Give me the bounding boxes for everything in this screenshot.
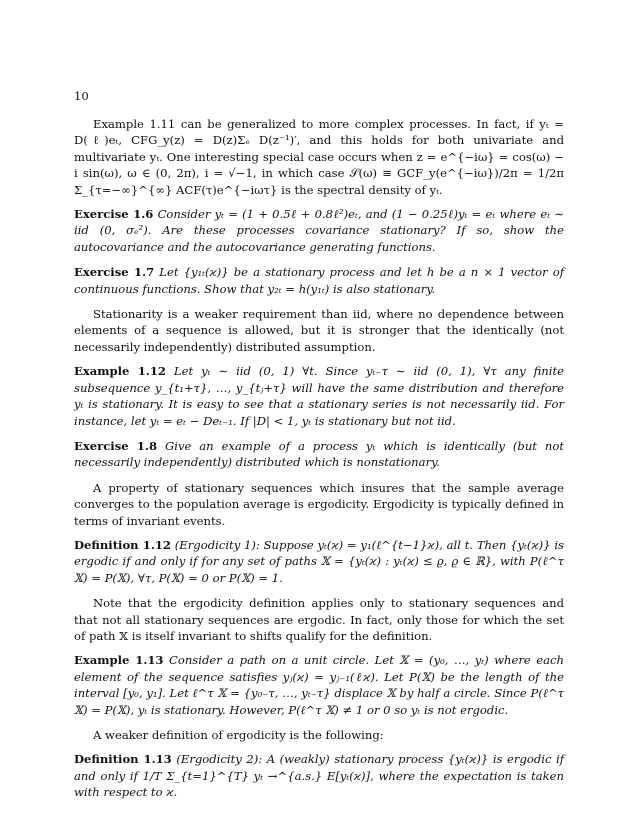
exercise-1-6-label: Exercise 1.6	[74, 207, 154, 222]
definition-1-13-text: (Ergodicity 2): A (weakly) stationary process {yₜ(ϰ)} is ergodic if and only if 1/T Σ_{t=1}^{T} yₜ →^{a.s.} E[yₜ(ϰ)], where the expectation is taken with respect to ϰ.	[74, 752, 565, 800]
paragraph-generalization: Example 1.11 can be generalized to more complex processes. In fact, if yₜ = D(ℓ)eₜ, CFG_y(z) = D(z)Σₑ D(z⁻¹)′, and this holds for both univariate and multivariate yₜ. One interesting special case occurs when z = e^{−iω} = cos(ω) − i sin(ω), ω ∈ (0, 2π), i = √−1, in which case 𝒮(ω) ≡ GCF_y(e^{−iω})/2π = 1/2π Σ_{τ=−∞}^{∞} ACF(τ)e^{−iωτ} is the spectral density of yₜ.	[74, 117, 564, 197]
example-1-12-label: Example 1.12	[74, 364, 166, 379]
exercise-1-7-label: Exercise 1.7	[74, 265, 155, 280]
paragraph-weaker-definition: A weaker definition of ergodicity is the following:	[93, 728, 384, 742]
exercise-1-6-text: Consider yₜ = (1 + 0.5ℓ + 0.8ℓ²)eₜ, and (1 − 0.25ℓ)yₜ = eₜ where eₜ ∼ iid (0, σₑ²). Are these processes covariance stationary? If so, show the autocovariance and the autocovariance generating functions.	[74, 207, 565, 254]
example-1-13-label: Example 1.13	[74, 653, 164, 668]
example-1-13	[74, 652, 564, 718]
paragraph-ergodicity-intro: A property of stationary sequences which insures that the sample average converges to the population average is ergodicity. Ergodicity is typically defined in terms of invariant events.	[74, 480, 564, 528]
example-1-12-text: Let yₜ ∼ iid (0, 1) ∀t. Since yₜ₋τ ∼ iid (0, 1), ∀τ any finite subsequence y_{t₁+τ}, …, y_{tⱼ+τ} will have the same distribution and therefore yₜ is stationary. It is easy to see that a stationary series is not necessarily iid. For instance, let yₜ = eₜ − Deₜ₋₁. If |D| < 1, yₜ is stationary but not iid.	[74, 364, 564, 428]
exercise-1-7	[74, 264, 564, 297]
example-1-12	[74, 363, 564, 429]
exercise-1-8	[74, 438, 564, 471]
example-1-13-text: Consider a path on a unit circle. Let 𝕏 = (y₀, …, yₜ) where each element of the sequence satisfies yⱼ(ϰ) = yⱼ₋₁(ℓϰ). Let P(𝕏) be the length of the interval [y₀, y₁]. Let ℓ^τ 𝕏 = {y₀₋τ, …, yₜ₋τ} displace 𝕏 by half a circle. Since P(ℓ^τ 𝕏) = P(𝕏), yₜ is stationary. However, P(ℓ^τ 𝕏) ≠ 1 or 0 so yₜ is not ergodic.	[74, 653, 564, 717]
definition-1-13	[74, 751, 564, 800]
definition-1-12-text: (Ergodicity 1): Suppose yₜ(ϰ) = y₁(ℓ^{t−1}ϰ), all t. Then {yₜ(ϰ)} is ergodic if and only if for any set of paths 𝕏 = {yₜ(ϰ) : yₜ(ϰ) ≤ ϱ, ϱ ∈ ℝ}, with P(ℓ^τ 𝕏) = P(𝕏), ∀τ, P(𝕏) = 0 or P(𝕏) = 1.	[74, 537, 565, 585]
paragraph-stationarity: Stationarity is a weaker requirement than iid, where no dependence between elements of a sequence is allowed, but it is stronger that the identically (not necessarily independently) distributed assumption.	[74, 307, 564, 354]
definition-1-13-label: Definition 1.13	[74, 752, 172, 767]
exercise-1-8-text: Give an example of a process yₜ which is identically (but not necessarily independently) distributed which is nonstationary.	[74, 438, 564, 470]
paragraph-ergodicity-note: Note that the ergodicity definition applies only to stationary sequences and that not all stationary sequences are ergodic. In fact, only those for which the set of path 𝕏 is itself invariant to shifts qualify for the definition.	[74, 596, 564, 643]
page-number: 10	[74, 89, 89, 103]
page-content	[74, 116, 564, 801]
exercise-1-6	[74, 206, 564, 255]
definition-1-12-label: Definition 1.12	[74, 537, 171, 552]
definition-1-12	[74, 537, 564, 586]
exercise-1-7-text: Let {y₁ₜ(ϰ)} be a stationary process and let h be a n × 1 vector of continuous functions. Show that y₂ₜ = h(y₁ₜ) is also stationary.	[74, 265, 565, 296]
exercise-1-8-label: Exercise 1.8	[74, 438, 158, 453]
